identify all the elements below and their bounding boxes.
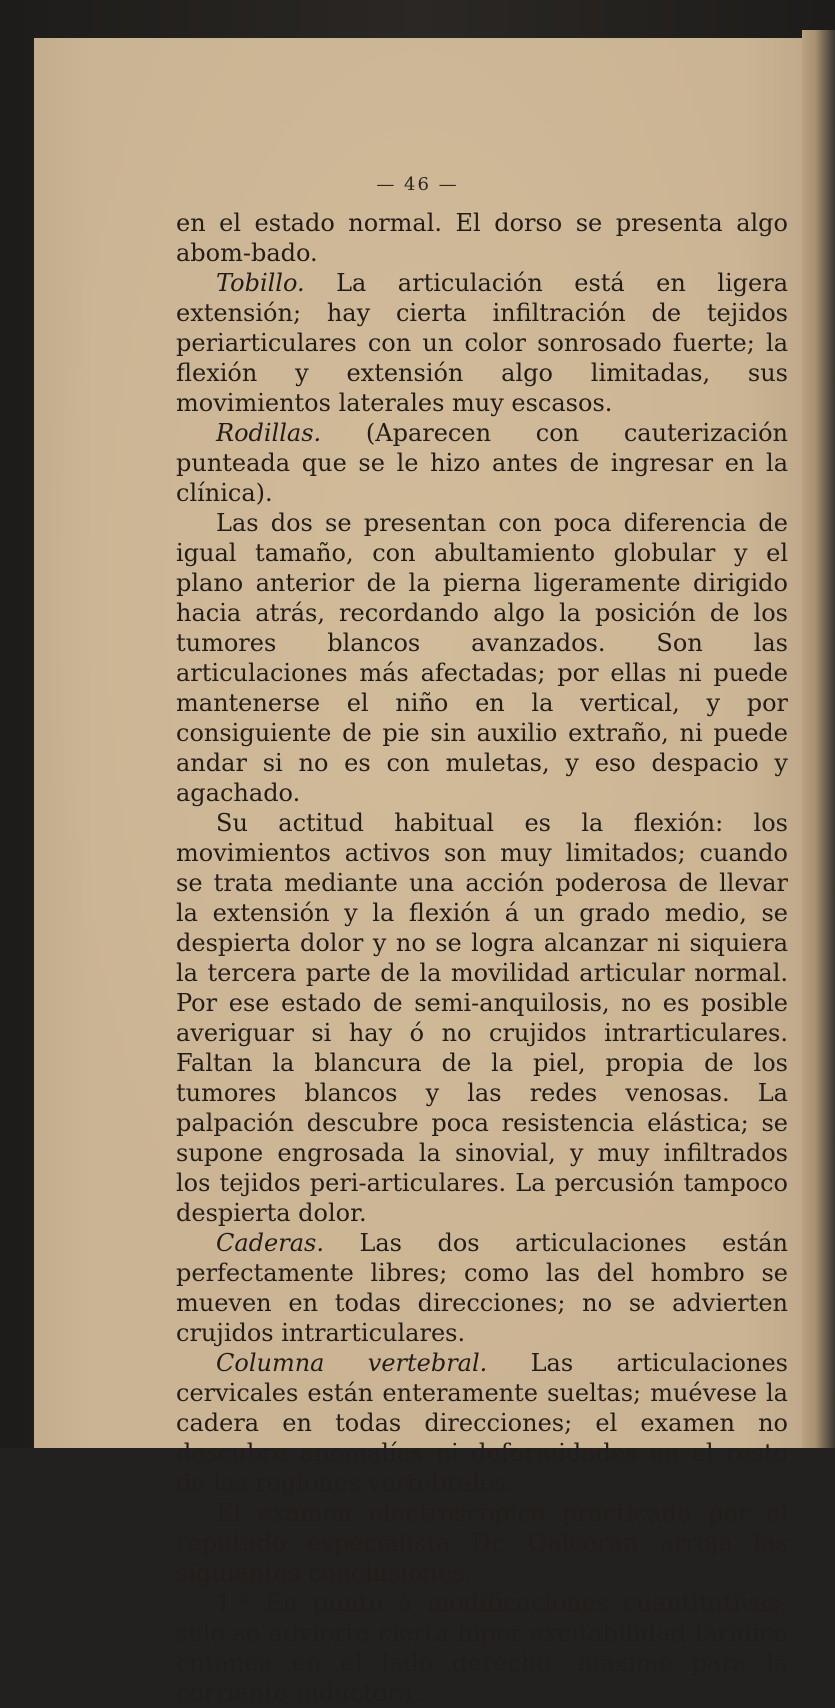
paragraph-caderas: Caderas. Las dos articulaciones están perfectamente libres; como las del hombro se mueven en todas direcciones; no se advierten crujidos intrarticulares. [176,1229,788,1347]
paragraph: El examen electroscópico practicado por el reputado especialista Dr. Galcerán arroja las siguientes conclusiones. [176,1499,788,1587]
paragraph-numbered: 1.ª En punto á modificaciones cuantitativas, solo se advierte cierta hiper-excitabilidad farídico cutánea en el lado derecho, máxime para la corriente inductora. [176,1589,788,1707]
section-heading: Caderas. [216,1229,324,1257]
section-heading: Columna vertebral. [216,1349,488,1377]
section-heading: Rodillas. [216,419,322,447]
paragraph: Las dos se presentan con poca diferencia de igual tamaño, con abultamiento globular y el plano anterior de la pierna ligeramente dirigido hacia atrás, recordando algo la posición de los tumores blancos avanzados. Son las articulaciones más afectadas; por ellas ni puede mantenerse el niño en la vertical, y por consiguiente de pie sin auxilio extraño, ni puede andar si no es con muletas, y eso despacio y agachado. [176,509,788,807]
paragraph-tobillo: Tobillo. La articulación está en ligera extensión; hay cierta infiltración de tejidos periarticulares con un color sonrosado fuerte; la flexión y extensión algo limitadas, sus movimientos laterales muy escasos. [176,269,788,417]
paragraph-columna: Columna vertebral. Las articulaciones cervicales están enteramente sueltas; muévese la cadera en todas direcciones; el examen no descubre anomalías ni deformidades en el resto de las regiones vertebrales. [176,1349,788,1497]
book-spine-edge [802,30,835,1448]
page-number: — 46 — [376,174,459,195]
paragraph: Su actitud habitual es la flexión: los movimientos activos son muy limitados; cuando se trata mediante una acción poderosa de llevar la extensión y la flexión á un grado medio, se despierta dolor y no se logra alcanzar ni siquiera la tercera parte de la movilidad articular normal. Por ese estado de semi-anquilosis, no es posible averiguar si hay ó no crujidos intrarticulares. Faltan la blancura de la piel, propia de los tumores blancos y las redes venosas. La palpación descubre poca resistencia elástica; se supone engrosada la sinovial, y muy infiltrados los tejidos peri-articulares. La percusión tampoco despierta dolor. [176,809,788,1227]
paragraph: en el estado normal. El dorso se presenta algo abom-bado. [176,209,788,267]
section-heading: Tobillo. [216,269,305,297]
page-body [176,208,788,1708]
paragraph-rodillas: Rodillas. (Aparecen con cauterización punteada que se le hizo antes de ingresar en la clínica). [176,419,788,507]
